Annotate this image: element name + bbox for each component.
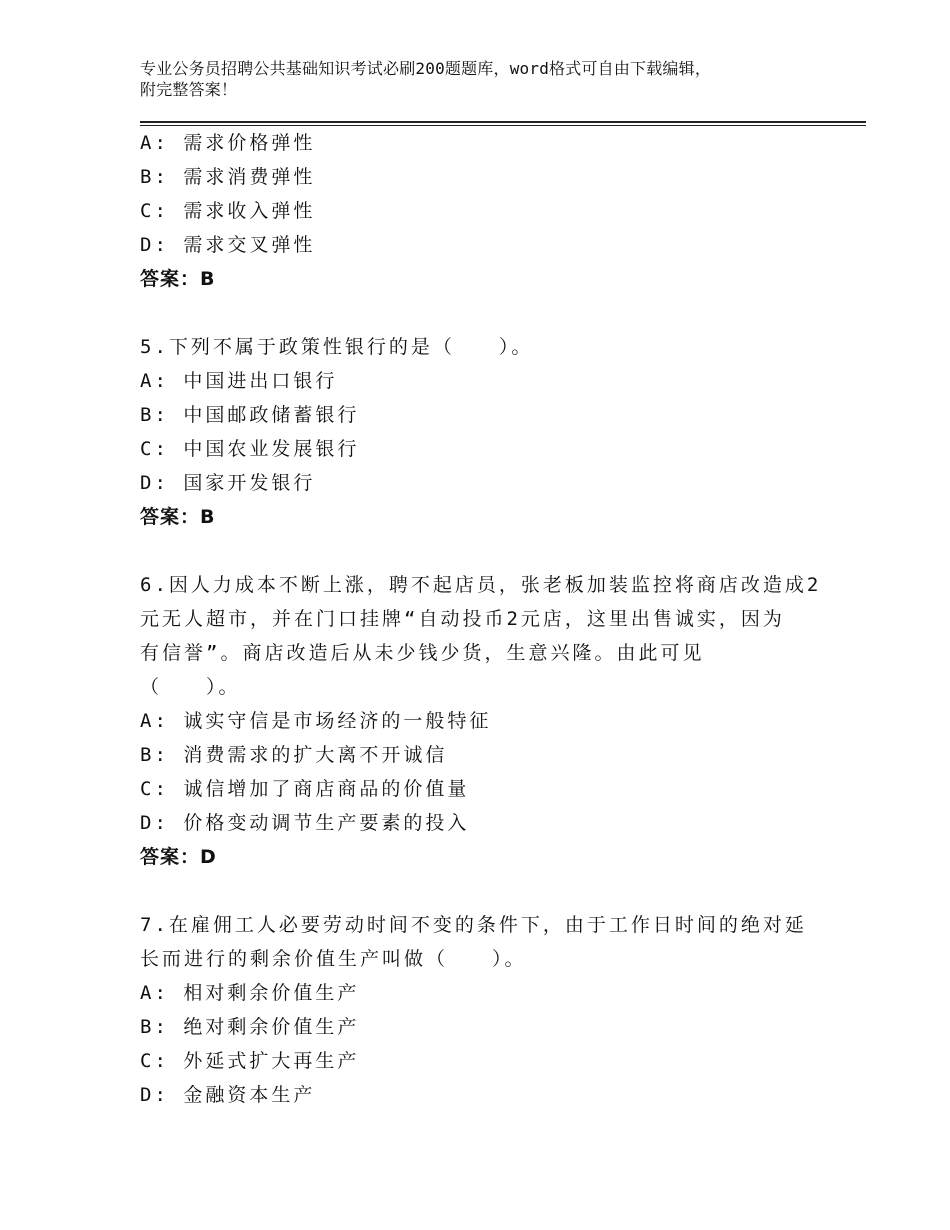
spacer <box>140 874 840 908</box>
option-c: C: 外延式扩大再生产 <box>140 1050 360 1072</box>
option-b: B: 需求消费弹性 <box>140 166 316 188</box>
question-stem-line: 元无人超市，并在门口挂牌“自动投币2元店，这里出售诚实，因为 <box>140 608 785 630</box>
header-line-2: 附完整答案！ <box>140 80 238 99</box>
question-stem-line: 有信誉”。商店改造后从未少钱少货，生意兴隆。由此可见 <box>140 642 705 664</box>
option-c: C: 需求收入弹性 <box>140 200 316 222</box>
question-stem-line: 长而进行的剩余价值生产叫做（ ）。 <box>140 948 527 970</box>
question-5 <box>140 330 840 534</box>
header-divider-thick <box>140 121 866 123</box>
option-a: A: 相对剩余价值生产 <box>140 982 360 1004</box>
option-d: D: 价格变动调节生产要素的投入 <box>140 812 470 834</box>
spacer <box>140 534 840 568</box>
question-stem-line: （ ）。 <box>140 676 241 698</box>
option-a: A: 中国进出口银行 <box>140 370 338 392</box>
question-7 <box>140 908 840 1112</box>
option-b: B: 消费需求的扩大离不开诚信 <box>140 744 448 766</box>
spacer <box>140 296 840 330</box>
question-stem-line: 7.在雇佣工人必要劳动时间不变的条件下，由于工作日时间的绝对延 <box>140 914 807 936</box>
question-stem <box>140 908 820 976</box>
option-a: A: 需求价格弹性 <box>140 132 316 154</box>
option-c: C: 诚信增加了商店商品的价值量 <box>140 778 470 800</box>
option-d: D: 需求交叉弹性 <box>140 234 316 256</box>
question-stem <box>140 330 820 364</box>
option-c: C: 中国农业发展银行 <box>140 438 360 460</box>
question-stem-line: 5.下列不属于政策性银行的是（ ）。 <box>140 336 534 358</box>
question-stem <box>140 568 820 704</box>
question-stem-line: 6.因人力成本不断上涨，聘不起店员，张老板加装监控将商店改造成2 <box>140 574 822 596</box>
header-line-1: 专业公务员招聘公共基础知识考试必刷200题题库，word格式可自由下载编辑， <box>140 59 712 78</box>
question-4 <box>140 126 840 296</box>
question-6 <box>140 568 840 874</box>
answer-label: 答案：B <box>140 506 216 528</box>
answer-label: 答案：B <box>140 268 216 290</box>
question-list <box>140 126 840 1112</box>
document-header <box>140 58 830 100</box>
answer-label: 答案：D <box>140 846 217 868</box>
option-d: D: 金融资本生产 <box>140 1084 316 1106</box>
option-d: D: 国家开发银行 <box>140 472 316 494</box>
option-b: B: 绝对剩余价值生产 <box>140 1016 360 1038</box>
option-b: B: 中国邮政储蓄银行 <box>140 404 360 426</box>
option-a: A: 诚实守信是市场经济的一般特征 <box>140 710 492 732</box>
